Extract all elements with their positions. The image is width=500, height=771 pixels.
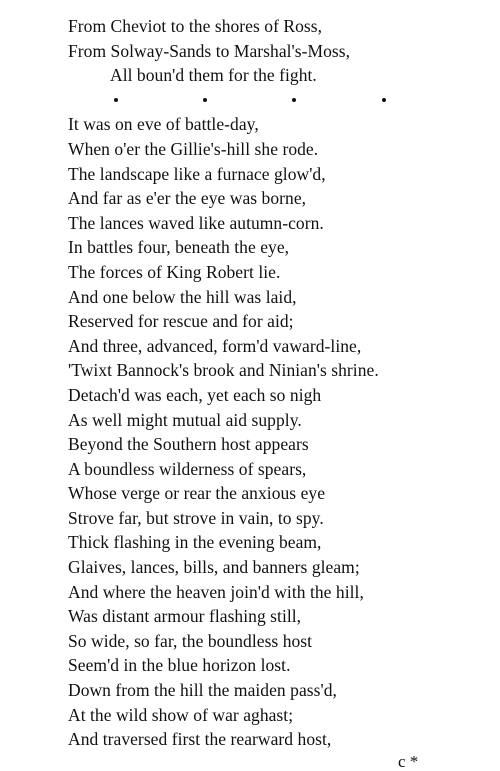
verse-line: Reserved for rescue and for aid; <box>68 311 294 332</box>
poem-body <box>68 14 498 752</box>
verse-line: Seem'd in the blue horizon lost. <box>68 655 291 676</box>
stanza-two <box>68 112 498 751</box>
ellipsis-dot <box>203 98 207 102</box>
verse-line: Down from the hill the maiden pass'd, <box>68 680 337 701</box>
ellipsis-dot <box>292 98 296 102</box>
verse-line: And one below the hill was laid, <box>68 286 297 307</box>
verse-line: And three, advanced, form'd vaward-line, <box>68 335 362 356</box>
verse-line: And traversed first the rearward host, <box>68 729 332 750</box>
verse-line: Detach'd was each, yet each so nigh <box>68 384 322 405</box>
ellipsis-dot <box>114 98 118 102</box>
ellipsis-dot <box>382 98 386 102</box>
verse-line: The landscape like a furnace glow'd, <box>68 163 326 184</box>
verse-line: It was on eve of battle-day, <box>68 114 259 135</box>
verse-line: The forces of King Robert lie. <box>68 261 281 282</box>
verse-line: And where the heaven join'd with the hill, <box>68 581 364 602</box>
verse-line: A boundless wilderness of spears, <box>68 458 307 479</box>
verse-line: From Cheviot to the shores of Ross, <box>68 16 323 36</box>
verse-line: As well might mutual aid supply. <box>68 409 302 430</box>
verse-line-indented: All boun'd them for the fight. <box>110 65 317 86</box>
verse-line: Glaives, lances, bills, and banners gleam; <box>68 557 360 578</box>
verse-line: Strove far, but strove in vain, to spy. <box>68 507 324 528</box>
verse-line: Whose verge or rear the anxious eye <box>68 483 326 504</box>
verse-line: Was distant armour flashing still, <box>68 606 302 627</box>
section-break-dots <box>68 88 498 113</box>
verse-line: In battles four, beneath the eye, <box>68 237 290 258</box>
verse-line: Beyond the Southern host appears <box>68 434 309 455</box>
verse-line: From Solway-Sands to Marshal's-Moss, <box>68 40 351 61</box>
verse-line: The lances waved like autumn-corn. <box>68 212 324 233</box>
verse-line: And far as e'er the eye was borne, <box>68 188 307 209</box>
verse-line: At the wild show of war aghast; <box>68 704 294 725</box>
verse-line: When o'er the Gillie's-hill she rode. <box>68 138 319 159</box>
verse-line: 'Twixt Bannock's brook and Ninian's shrine. <box>68 360 379 381</box>
signature-mark: c * <box>398 752 419 771</box>
verse-line: So wide, so far, the boundless host <box>68 630 313 651</box>
verse-line: Thick flashing in the evening beam, <box>68 532 322 553</box>
stanza-one <box>68 14 498 88</box>
